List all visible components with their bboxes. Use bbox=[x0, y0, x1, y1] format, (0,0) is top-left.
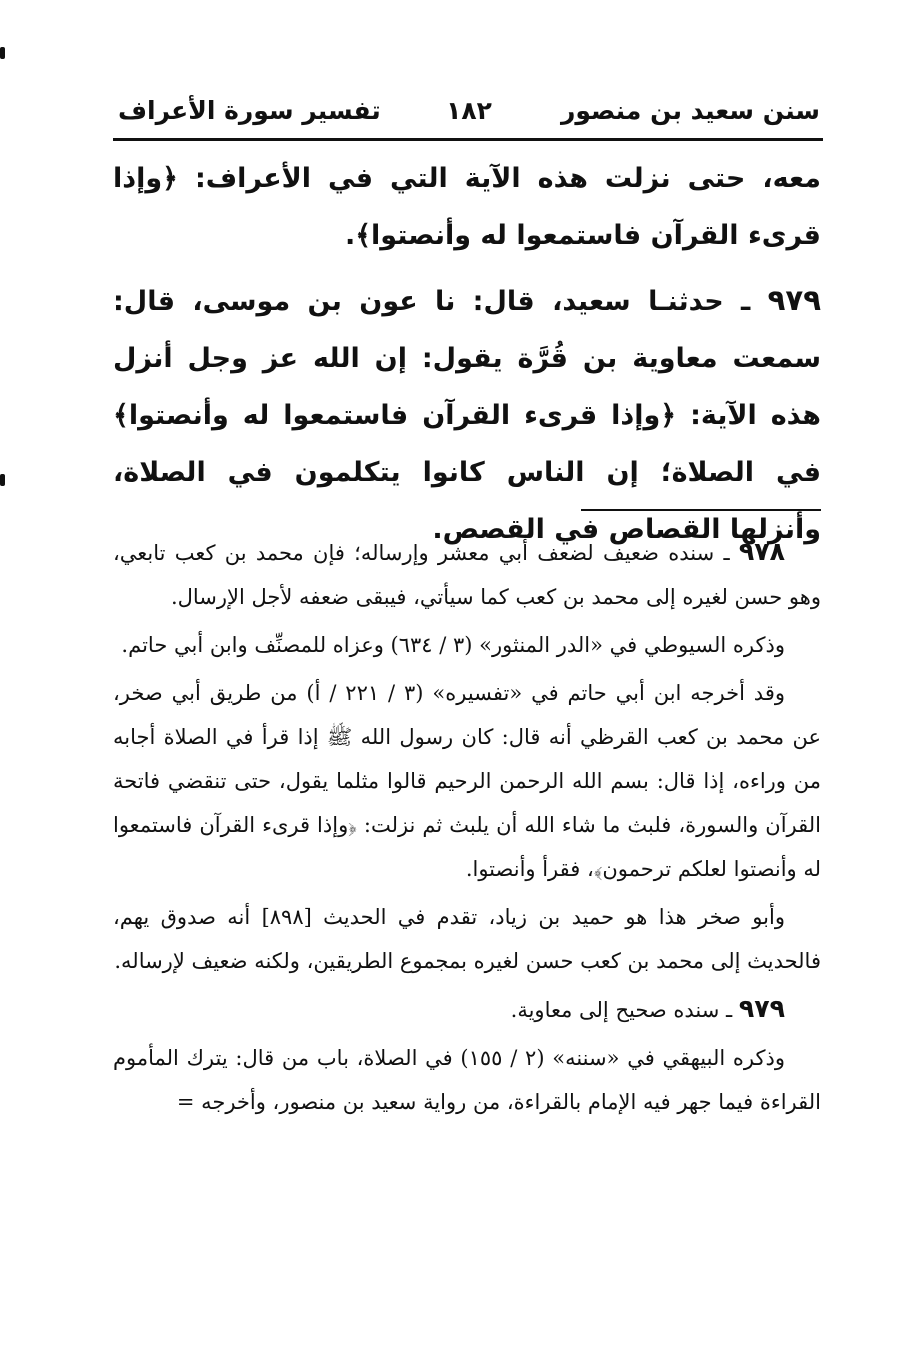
footnotes bbox=[113, 530, 821, 1124]
footnote-paragraph: وقد أخرجه ابن أبي حاتم في «تفسيره» (٣ / ٢٢١ / أ) من طريق أبي صخر، عن محمد بن كعب القرظي أنه قال: كان رسول الله ﷺ إذا قرأ في الصلاة أجابه من وراءه، إذا قال: بسم الله الرحمن الرحيم قالوا مثلما يقول، حتى تنقضي فاتحة القرآن والسورة، فلبث ما شاء الله أن يلبث ثم نزلت: ﴿وإذا قرىء القرآن فاستمعوا له وأنصتوا لعلكم ترحمون﴾، فقرأ وأنصتوا. bbox=[113, 681, 821, 881]
footnote-number: ٩٧٩ bbox=[738, 994, 785, 1023]
footnote-979 bbox=[113, 987, 821, 1032]
footnote-text: ـ سنده صحيح إلى معاوية. bbox=[510, 998, 733, 1022]
book-title: سنن سعيد بن منصور bbox=[560, 96, 820, 125]
section-title: تفسير سورة الأعراف bbox=[118, 96, 381, 125]
hadith-number: ٩٧٩ bbox=[767, 283, 821, 317]
page-number: ١٨٢ bbox=[446, 96, 492, 125]
footnote-paragraph: وذكره البيهقي في «سننه» (٢ / ١٥٥) في الصلاة، باب من قال: يترك المأموم القراءة فيما جهر فيه الإمام بالقراءة، من رواية سعيد بن منصور، وأخرجه = bbox=[113, 1046, 821, 1114]
main-text bbox=[113, 150, 821, 558]
footnote-paragraph: وأبو صخر هذا هو حميد بن زياد، تقدم في الحديث [٨٩٨] أنه صدوق يهم، فالحديث إلى محمد بن كعب حسن لغيره بمجموع الطريقين، ولكنه ضعيف لإرساله. bbox=[113, 905, 821, 973]
footnote-paragraph: وذكره السيوطي في «الدر المنثور» (٣ / ٦٣٤) وعزاه للمصنِّف وابن أبي حاتم. bbox=[121, 633, 785, 657]
scan-edge-mark-middle bbox=[0, 474, 5, 486]
hadith-979 bbox=[113, 272, 821, 558]
hadith-text: ـ حدثنـا سعيد، قال: نا عون بن موسى، قال: سمعت معاوية بن قُرَّة يقول: إن الله عز وجل أنزل هذه الآية: ﴿وإذا قرىء القرآن فاستمعوا له وأنصتوا﴾ في الصلاة؛ إن الناس كانوا يتكلمون في الصلاة، وأنزلها القصاص في القصص. bbox=[113, 286, 821, 545]
scan-edge-mark-top bbox=[0, 47, 5, 59]
footnote-text: ـ سنده ضعيف لضعف أبي معشر وإرساله؛ فإن محمد بن كعب تابعي، وهو حسن لغيره إلى محمد بن كعب كما سيأتي، فيبقى ضعفه لأجل الإرسال. bbox=[113, 541, 821, 609]
main-paragraph-continuation: معه، حتى نزلت هذه الآية التي في الأعراف: ﴿وإذا قرىء القرآن فاستمعوا له وأنصتوا﴾. bbox=[113, 163, 821, 251]
footnote-978 bbox=[113, 530, 821, 619]
page-header bbox=[118, 92, 820, 132]
footnote-number: ٩٧٨ bbox=[738, 537, 785, 566]
footnote-divider bbox=[581, 509, 821, 511]
header-divider bbox=[113, 138, 823, 141]
